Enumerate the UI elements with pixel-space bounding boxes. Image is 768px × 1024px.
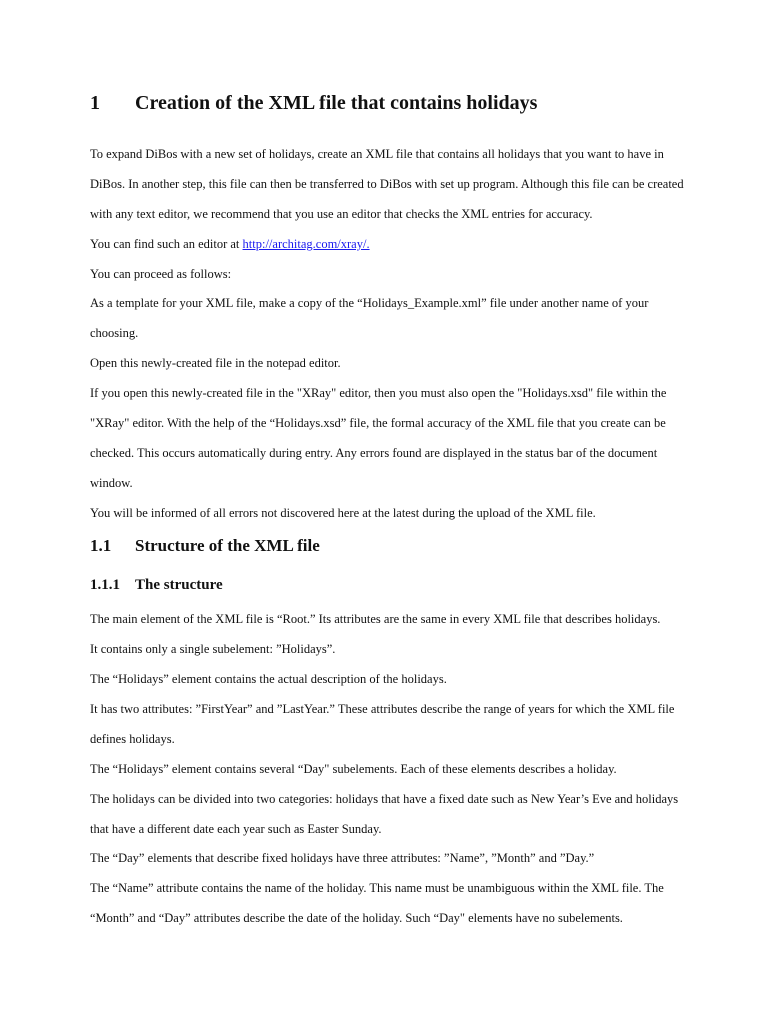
heading-3 <box>90 577 223 594</box>
editor-link-prefix: You can find such an editor at <box>90 237 243 251</box>
paragraph-holidays-element: The “Holidays” element contains the actual description of the holidays. <box>90 672 447 686</box>
heading-2-title: Structure of the XML file <box>135 536 320 555</box>
paragraph-xray: If you open this newly-created file in the "XRay" editor, then you must also open the "Holidays.xsd" file within the "XRay" editor. With the help of the “Holidays.xsd” file, the formal accuracy of the XML file that you create can be checked. This occurs automatically during entry. Any errors found are displayed in the status bar of the document window. <box>90 386 667 490</box>
paragraph-categories: The holidays can be divided into two categories: holidays that have a fixed date such as New Year’s Eve and holidays that have a different date each year such as Easter Sunday. <box>90 792 679 836</box>
xray-link[interactable]: http://architag.com/xray/. <box>242 237 370 251</box>
paragraph-subelement: It contains only a single subelement: ”Holidays”. <box>90 642 336 656</box>
paragraph-upload-errors: You will be informed of all errors not discovered here at the latest during the upload of the XML file. <box>90 506 596 520</box>
paragraph-template: As a template for your XML file, make a copy of the “Holidays_Example.xml” file under another name of your choosing. <box>90 296 649 340</box>
paragraph-editor-link <box>90 229 690 259</box>
paragraph-day-subelements: The “Holidays” element contains several “Day" subelements. Each of these elements describes a holiday. <box>90 762 617 776</box>
heading-3-title: The structure <box>135 577 223 593</box>
heading-2-number: 1.1 <box>90 536 112 555</box>
paragraph-root: The main element of the XML file is “Root.” Its attributes are the same in every XML file that describes holidays. <box>90 612 661 626</box>
heading-1 <box>90 92 537 115</box>
heading-2 <box>90 536 320 556</box>
paragraph-fixed-attributes: The “Day” elements that describe fixed holidays have three attributes: ”Name”, ”Month” and ”Day.” <box>90 851 595 865</box>
paragraph-attributes: It has two attributes: ”FirstYear” and ”LastYear.” These attributes describe the range of years for which the XML file defines holidays. <box>90 702 675 746</box>
paragraph-notepad: Open this newly-created file in the notepad editor. <box>90 356 341 370</box>
paragraph-name-attribute: The “Name” attribute contains the name of the holiday. This name must be unambiguous within the XML file. The “Month” and “Day” attributes describe the date of the holiday. Such “Day" elements have no subelements. <box>90 881 664 925</box>
heading-3-number: 1.1.1 <box>90 577 120 593</box>
paragraph-intro: To expand DiBos with a new set of holidays, create an XML file that contains all holidays that you want to have in DiBos. In another step, this file can then be transferred to DiBos with set up program. Although this file can be created with any text editor, we recommend that you use an editor that checks the XML entries for accuracy. <box>90 147 684 221</box>
heading-1-title: Creation of the XML file that contains holidays <box>135 92 538 114</box>
heading-1-number: 1 <box>90 92 100 114</box>
paragraph-proceed: You can proceed as follows: <box>90 267 232 281</box>
